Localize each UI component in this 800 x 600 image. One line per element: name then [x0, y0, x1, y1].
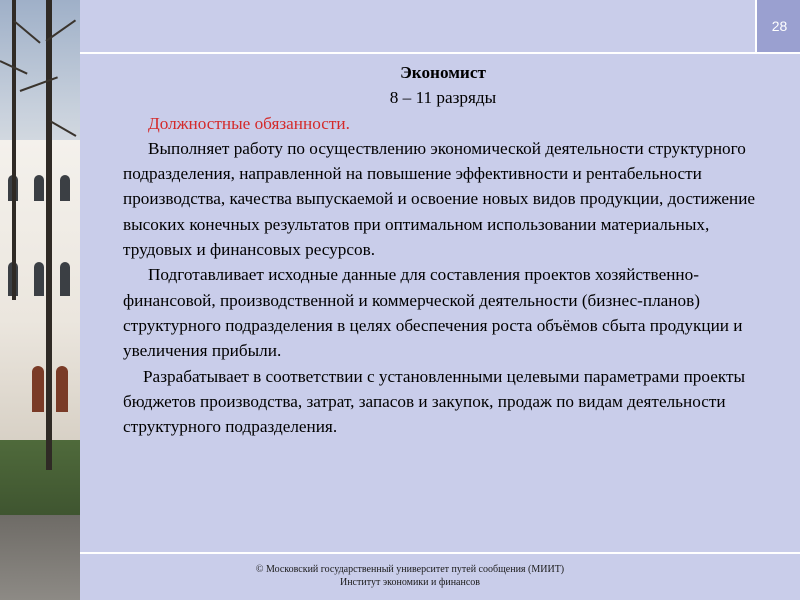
building-window [60, 262, 70, 296]
page-title: Экономист [400, 63, 486, 82]
lawn [0, 440, 80, 515]
campus-photo [0, 0, 80, 600]
tree-trunk [46, 0, 52, 470]
building-window [34, 175, 44, 201]
footer-institute: Институт экономики и финансов [339, 577, 481, 588]
building-window [34, 262, 44, 296]
tree-trunk [12, 0, 16, 300]
tree-branch [13, 20, 40, 43]
tree-branch [20, 76, 58, 92]
building-door [56, 366, 68, 412]
slide-number-box [755, 0, 800, 52]
building-door [32, 366, 44, 412]
footer-copyright: © Московский государственный университет путей сообщения (МИИТ) [255, 564, 565, 575]
tree-branch [50, 120, 77, 137]
paragraph: Разрабатывает в соответствии с установленными целевыми параметрами проекты бюджетов производства, затрат, запасов и закупок, продаж по видам деятельности структурного подразделения. [123, 366, 746, 437]
header-divider [80, 52, 800, 54]
header-band [80, 0, 755, 52]
section-heading: Должностные обязанности. [148, 113, 350, 133]
paragraph: Выполняет работу по осуществлению экономической деятельности структурного подразделения, направленной на повышение эффективности и рентабельности производства, качества выпускаемой и освоение новых видов продукции, достижение высоких конечных результатов при оптимальном использовании материальных, трудовых и финансовых ресурсов. [123, 138, 756, 260]
footer [160, 563, 660, 589]
sidewalk [0, 515, 80, 600]
paragraph: Подготавливает исходные данные для составления проектов хозяйственно-финансовой, производственной и коммерческой деятельности (бизнес-планов) структурного подразделения в целях обеспечения роста объёмов сбыта продукции и увеличения прибыли. [123, 265, 743, 361]
slide-number: 28 [771, 18, 788, 34]
building-window [60, 175, 70, 201]
footer-divider [80, 552, 800, 554]
slide-content [123, 60, 763, 439]
page-subtitle: 8 – 11 разряды [389, 88, 497, 108]
